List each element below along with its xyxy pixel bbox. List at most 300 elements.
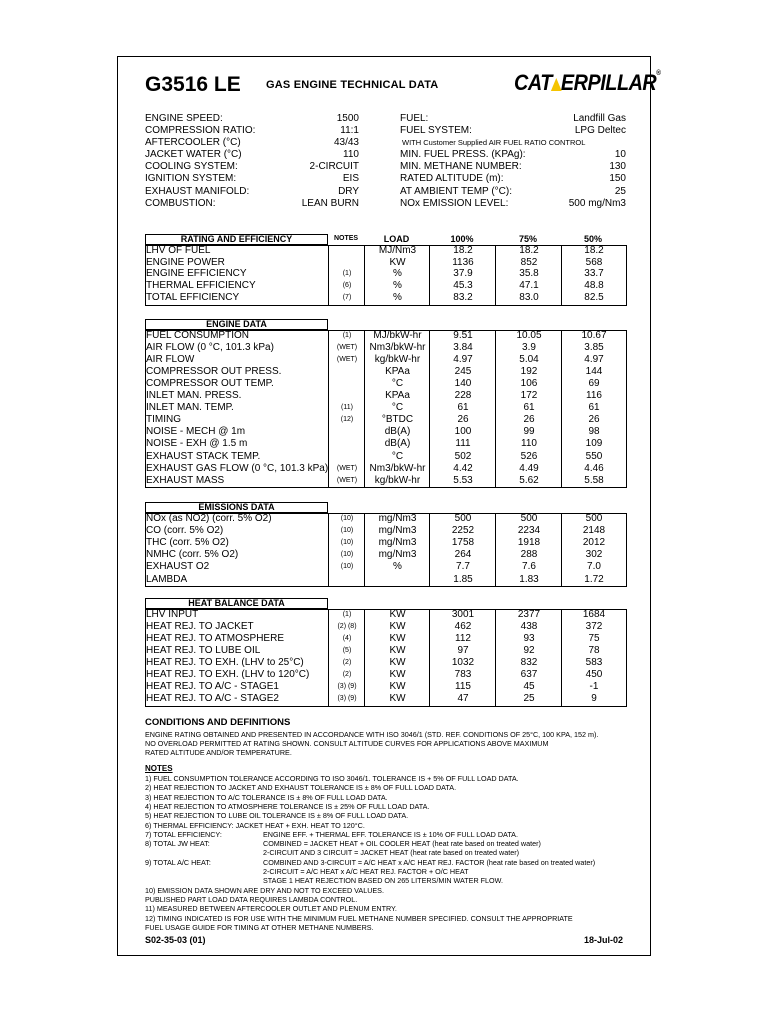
row-note: (1) [342, 611, 352, 618]
row-value: 245 [454, 366, 472, 378]
row-note: (10) [340, 563, 354, 571]
row-value: 61 [588, 402, 600, 414]
table-row [146, 669, 626, 681]
table-row [146, 390, 626, 402]
row-value: 112 [455, 633, 471, 645]
row-note: (7) [342, 293, 352, 301]
conditions-line: RATED ALTITUDE AND/OR TEMPERATURE. [145, 748, 292, 757]
row-value: 783 [454, 669, 472, 681]
row-value: 10.67 [581, 330, 607, 341]
row-value: 116 [586, 390, 602, 402]
row-note: (2) [342, 671, 352, 679]
row-label: TOTAL EFFICIENCY [146, 291, 240, 303]
row-value: 69 [588, 378, 600, 390]
spec-row [145, 149, 359, 161]
spec-row [400, 125, 626, 137]
table-row [146, 693, 626, 705]
row-value: 288 [520, 549, 538, 561]
table-row [146, 633, 626, 645]
row-value: 500 [520, 513, 538, 524]
row-value: 450 [585, 669, 603, 681]
row-unit: kg/bkW-hr [374, 354, 421, 366]
table-row [146, 414, 626, 426]
spec-label: FUEL: [400, 113, 429, 124]
table-row [146, 549, 626, 561]
row-unit: KW [389, 645, 406, 657]
row-value: 1684 [582, 609, 606, 620]
row-unit: MJ/bkW-hr [373, 330, 422, 341]
row-unit: KW [389, 657, 406, 669]
spec-label: NOx EMISSION LEVEL: [400, 197, 509, 209]
spec-row [400, 198, 626, 210]
row-note: (1) [342, 332, 352, 339]
row-label: THERMAL EFFICIENCY [146, 280, 256, 292]
rating-table-body [145, 245, 627, 306]
spec-row [145, 173, 359, 185]
row-note: (5) [342, 647, 352, 655]
row-value: 111 [455, 438, 471, 450]
spec-label: COOLING SYSTEM: [145, 161, 238, 173]
note-line: 2) HEAT REJECTION TO JACKET AND EXHAUST TOLERANCE IS ± 8% OF FULL LOAD DATA. [145, 783, 457, 793]
row-value: 2252 [451, 525, 475, 537]
row-value: 140 [454, 378, 472, 390]
note-detail: ENGINE EFF. + THERMAL EFF. TOLERANCE IS ± 10% OF FULL LOAD DATA. [263, 829, 518, 839]
row-value: 5.04 [519, 354, 539, 366]
row-value: 568 [585, 256, 603, 268]
row-unit: dB(A) [384, 438, 411, 450]
note-detail: 2-CIRCUIT AND 3 CIRCUIT = JACKET HEAT (heat rate based on treated water) [263, 848, 519, 858]
row-value: 92 [523, 645, 535, 657]
row-unit: MJ/Nm3 [378, 245, 417, 256]
row-value: 4.97 [453, 354, 473, 366]
row-label: LHV OF FUEL [146, 245, 211, 256]
row-value: 4.46 [584, 462, 604, 474]
load-50-header: 50% [583, 234, 602, 244]
spec-label: FUEL SYSTEM: [400, 125, 472, 137]
spec-value: LEAN BURN [301, 197, 359, 209]
row-value: 2148 [582, 525, 606, 537]
note-detail: 2-CIRCUIT = A/C HEAT x A/C HEAT REJ. FACTOR + O/C HEAT [263, 867, 469, 876]
table-row [146, 657, 626, 669]
row-label: NOISE - EXH @ 1.5 m [146, 438, 248, 450]
spec-value: 130 [609, 161, 626, 173]
row-label: COMPRESSOR OUT TEMP. [146, 378, 274, 390]
row-label: NOx (as NO2) (corr. 5% O2) [146, 513, 272, 524]
row-value: 1.72 [584, 573, 604, 585]
table-row [146, 609, 626, 621]
note-line: 6) THERMAL EFFICIENCY: JACKET HEAT + EXH. HEAT TO 120°C. [145, 820, 365, 830]
note-line: 11) MEASURED BETWEEN AFTERCOOLER OUTLET AND PLENUM ENTRY. [145, 904, 397, 914]
heat-table-body [145, 609, 627, 707]
row-label: COMPRESSOR OUT PRESS. [146, 366, 282, 378]
row-label: EXHAUST O2 [146, 561, 210, 573]
row-value: 26 [588, 414, 600, 426]
row-label: LHV INPUT [146, 609, 199, 620]
engine-section-header: ENGINE DATA [145, 319, 328, 330]
row-note: (WET) [336, 464, 358, 472]
note-line: 5) HEAT REJECTION TO LUBE OIL TOLERANCE IS ± 8% OF FULL LOAD DATA. [145, 811, 409, 821]
note-line: 12) TIMING INDICATED IS FOR USE WITH THE MINIMUM FUEL METHANE NUMBER SPECIFIED. CONSULT THE APPROPRIATE [145, 913, 573, 923]
row-value: 25 [523, 693, 535, 705]
row-value: 75 [588, 633, 600, 645]
conditions-line: NO OVERLOAD PERMITTED AT RATING SHOWN. CONSULT ALTITUDE CURVES FOR APPLICATIONS ABOVE MAXIMUM [145, 739, 549, 748]
table-row [146, 574, 626, 586]
note-detail: COMBINED = JACKET HEAT + OIL COOLER HEAT (heat rate based on treated water) [263, 839, 541, 849]
spec-label: IGNITION SYSTEM: [145, 173, 237, 185]
spec-label: RATED ALTITUDE (m): [400, 173, 504, 185]
row-value: 93 [523, 633, 535, 645]
row-value: 372 [585, 621, 603, 633]
spec-row [400, 173, 626, 185]
row-value: 82.5 [584, 291, 604, 303]
row-label: EXHAUST STACK TEMP. [146, 450, 261, 462]
row-label: LAMBDA [146, 573, 188, 585]
table-row [146, 513, 626, 525]
row-note: (4) [342, 635, 352, 643]
note-line: 8) TOTAL JW HEAT: [145, 839, 210, 849]
row-value: 115 [455, 681, 471, 693]
spec-row [400, 113, 626, 125]
table-row [146, 378, 626, 390]
row-unit: Nm3/bkW-hr [369, 462, 426, 474]
spec-row [145, 186, 359, 198]
row-value: 462 [454, 621, 472, 633]
row-label: NMHC (corr. 5% O2) [146, 549, 239, 561]
row-label: INLET MAN. TEMP. [146, 402, 234, 414]
caterpillar-logo: CAT ERPILLAR® [514, 70, 661, 95]
row-value: 1032 [451, 657, 475, 669]
row-value: 438 [520, 621, 538, 633]
spec-value: 43/43 [333, 137, 359, 149]
spec-label: AT AMBIENT TEMP (°C): [400, 185, 512, 197]
row-unit: % [393, 561, 402, 573]
spec-list-left [145, 113, 359, 210]
row-value: 18.2 [584, 245, 604, 256]
row-note: (3) (9) [337, 683, 357, 691]
spec-label: MIN. FUEL PRESS. (KPAg): [400, 149, 526, 161]
row-value: 26 [457, 414, 469, 426]
note-detail: STAGE 1 HEAT REJECTION BASED ON 265 LITERS/MIN WATER FLOW. [263, 876, 504, 886]
row-value: 47 [457, 693, 469, 705]
row-label: HEAT REJ. TO JACKET [146, 621, 254, 633]
row-label: HEAT REJ. TO A/C - STAGE1 [146, 681, 279, 693]
spec-value: 10 [614, 149, 626, 161]
conditions-title: CONDITIONS AND DEFINITIONS [145, 717, 291, 728]
row-value: 3001 [451, 609, 475, 620]
logo-triangle-icon [551, 78, 562, 91]
row-value: 18.2 [453, 245, 473, 256]
note-line: PUBLISHED PART LOAD DATA REQUIRES LAMBDA CONTROL. [145, 894, 358, 904]
row-value: 5.53 [453, 474, 473, 486]
spec-row [400, 137, 626, 149]
row-value: 302 [585, 549, 603, 561]
row-unit: KPAa [385, 390, 410, 402]
row-value: 5.62 [519, 474, 539, 486]
spec-value: 25 [614, 185, 626, 197]
row-unit: dB(A) [384, 426, 411, 438]
row-unit: Nm3/bkW-hr [369, 342, 426, 354]
spec-label: JACKET WATER (°C) [145, 149, 242, 161]
row-value: 4.97 [584, 354, 604, 366]
table-row [146, 645, 626, 657]
row-value: 500 [454, 513, 472, 524]
row-label: CO (corr. 5% O2) [146, 525, 224, 537]
row-value: 500 [585, 513, 603, 524]
table-row [146, 681, 626, 693]
row-label: HEAT REJ. TO EXH. (LHV to 25°C) [146, 657, 304, 669]
row-value: 172 [520, 390, 538, 402]
note-line: 1) FUEL CONSUMPTION TOLERANCE ACCORDING TO ISO 3046/1. TOLERANCE IS + 5% OF FULL LOAD DATA. [145, 774, 519, 783]
row-value: 7.6 [522, 561, 536, 573]
row-value: 637 [520, 669, 538, 681]
row-unit: °BTDC [381, 414, 414, 426]
row-value: 4.49 [519, 462, 539, 474]
row-value: 100 [454, 426, 472, 438]
row-note: (3) (9) [337, 695, 357, 703]
row-value: 97 [457, 645, 469, 657]
row-unit: KW [389, 681, 406, 693]
row-value: 5.58 [584, 474, 604, 486]
spec-row [145, 198, 359, 210]
row-value: 228 [454, 390, 472, 402]
engine-table-body [145, 330, 627, 488]
table-row [146, 342, 626, 354]
row-value: 26 [523, 414, 535, 426]
note-line: 9) TOTAL A/C HEAT: [145, 857, 211, 867]
note-detail: COMBINED AND 3-CIRCUIT = A/C HEAT x A/C HEAT REJ. FACTOR (heat rate based on treated water) [263, 857, 596, 867]
spec-label: EXHAUST MANIFOLD: [145, 185, 250, 197]
row-value: 2377 [517, 609, 541, 620]
row-value: 852 [520, 256, 538, 268]
row-note: (2) (8) [337, 623, 357, 631]
row-value: 9 [591, 693, 597, 705]
heat-section-header: HEAT BALANCE DATA [145, 598, 328, 609]
load-column-header: LOAD [383, 234, 410, 244]
row-unit: % [393, 291, 402, 303]
table-row [146, 366, 626, 378]
row-value: 83.0 [519, 291, 539, 303]
row-value: 45 [523, 681, 535, 693]
datasheet-page [117, 56, 661, 956]
row-label: INLET MAN. PRESS. [146, 390, 242, 402]
row-unit: % [393, 268, 402, 280]
spec-row [145, 161, 359, 173]
conditions-line: ENGINE RATING OBTAINED AND PRESENTED IN ACCORDANCE WITH ISO 3046/1 (STD. REF. CONDITIONS OF 25°C, 100 KPA, 152 m). [145, 730, 599, 739]
row-value: 10.05 [516, 330, 542, 341]
row-unit: °C [391, 402, 404, 414]
row-unit: % [393, 280, 402, 292]
row-note: (10) [340, 551, 354, 559]
row-unit: mg/Nm3 [378, 549, 417, 561]
row-label: ENGINE POWER [146, 256, 225, 268]
row-unit: KW [389, 693, 406, 705]
row-label: HEAT REJ. TO ATMOSPHERE [146, 633, 284, 645]
emissions-section-header: EMISSIONS DATA [145, 502, 328, 513]
spec-list-right [400, 113, 626, 210]
table-row [146, 537, 626, 549]
row-value: 3.9 [522, 342, 536, 354]
row-unit: KW [389, 633, 406, 645]
spec-value: 11:1 [340, 125, 359, 137]
row-note: (11) [341, 404, 353, 412]
row-unit: mg/Nm3 [378, 537, 417, 549]
spec-value: EIS [342, 173, 359, 185]
spec-row [400, 186, 626, 198]
row-unit: °C [391, 450, 404, 462]
row-value: 48.8 [584, 280, 604, 292]
note-line: 4) HEAT REJECTION TO ATMOSPHERE TOLERANCE IS ± 25% OF FULL LOAD DATA. [145, 801, 430, 811]
table-row [146, 268, 626, 280]
row-note: (WET) [336, 344, 358, 352]
row-value: 110 [521, 438, 537, 450]
spec-value: 500 mg/Nm3 [568, 197, 626, 209]
notes-title: NOTES [145, 764, 173, 773]
spec-label: WITH Customer Supplied AIR FUEL RATIO CONTROL [402, 138, 586, 148]
row-note: (1) [342, 270, 352, 278]
row-value: 526 [520, 450, 538, 462]
row-value: 109 [585, 438, 603, 450]
row-value: 98 [588, 426, 600, 438]
row-value: 2234 [517, 525, 541, 537]
row-label: FUEL CONSUMPTION [146, 330, 249, 341]
row-value: -1 [589, 681, 599, 693]
row-label: HEAT REJ. TO A/C - STAGE2 [146, 693, 279, 705]
notes-column-header: NOTES [333, 235, 359, 242]
row-value: 144 [585, 366, 603, 378]
row-unit: KW [389, 621, 406, 633]
row-value: 7.7 [456, 561, 470, 573]
row-value: 106 [520, 378, 538, 390]
row-value: 35.8 [519, 268, 539, 280]
spec-value: 150 [609, 173, 626, 185]
spec-label: MIN. METHANE NUMBER: [400, 161, 522, 173]
spec-value: 1500 [336, 113, 359, 124]
table-row [146, 438, 626, 450]
note-line: 7) TOTAL EFFICIENCY: [145, 829, 222, 839]
row-unit: KW [389, 669, 406, 681]
row-value: 33.7 [584, 268, 604, 280]
spec-label: COMBUSTION: [145, 197, 216, 209]
spec-row [400, 161, 626, 173]
table-row [146, 621, 626, 633]
row-value: 37.9 [453, 268, 473, 280]
spec-label: AFTERCOOLER (°C) [145, 137, 241, 149]
row-note: (WET) [336, 476, 358, 484]
rating-section-header: RATING AND EFFICIENCY [145, 234, 328, 245]
row-value: 832 [520, 657, 538, 669]
note-line: FUEL USAGE GUIDE FOR TIMING AT OTHER METHANE NUMBERS. [145, 922, 374, 932]
note-line: 3) HEAT REJECTION TO A/C TOLERANCE IS ± 8% OF FULL LOAD DATA. [145, 792, 388, 802]
spec-value: DRY [338, 185, 359, 197]
table-row [146, 561, 626, 573]
row-value: 45.3 [453, 280, 473, 292]
table-row [146, 525, 626, 537]
row-value: 9.51 [453, 330, 473, 341]
row-value: 1758 [451, 537, 475, 549]
spec-row [145, 137, 359, 149]
table-row [146, 426, 626, 438]
table-row [146, 292, 626, 304]
row-note: (10) [340, 527, 354, 535]
emissions-table-body [145, 513, 627, 587]
row-unit: KPAa [385, 366, 410, 378]
document-date: 18-Jul-02 [583, 935, 623, 945]
load-75-header: 75% [518, 234, 537, 244]
row-label: ENGINE EFFICIENCY [146, 268, 247, 280]
table-row [146, 451, 626, 463]
spec-label: COMPRESSION RATIO: [145, 125, 256, 137]
document-title: GAS ENGINE TECHNICAL DATA [266, 79, 439, 91]
table-row [146, 330, 626, 342]
row-value: 83.2 [453, 291, 473, 303]
table-row [146, 280, 626, 292]
table-row [146, 463, 626, 475]
table-row [146, 475, 626, 487]
row-value: 99 [523, 426, 535, 438]
row-label: HEAT REJ. TO EXH. (LHV to 120°C) [146, 669, 310, 681]
row-label: EXHAUST MASS [146, 474, 225, 486]
row-label: EXHAUST GAS FLOW (0 °C, 101.3 kPa) [146, 462, 329, 474]
row-value: 47.1 [519, 280, 539, 292]
row-label: TIMING [146, 414, 181, 426]
table-row [146, 257, 626, 269]
row-note: (2) [342, 659, 352, 667]
row-value: 3.85 [584, 342, 604, 354]
table-row [146, 354, 626, 366]
row-value: 3.84 [453, 342, 473, 354]
row-note: (6) [342, 282, 352, 290]
table-row [146, 245, 626, 257]
row-note: (10) [340, 515, 354, 522]
row-label: NOISE - MECH @ 1m [146, 426, 246, 438]
row-label: THC (corr. 5% O2) [146, 537, 229, 549]
row-unit: mg/Nm3 [378, 513, 417, 524]
row-unit: KW [389, 609, 406, 620]
note-line: 10) EMISSION DATA SHOWN ARE DRY AND NOT TO EXCEED VALUES. [145, 885, 384, 895]
row-unit: KW [389, 256, 406, 268]
load-100-header: 100% [450, 234, 474, 244]
row-note: (10) [340, 539, 354, 547]
spec-label: ENGINE SPEED: [145, 113, 223, 124]
spec-row [145, 113, 359, 125]
row-label: AIR FLOW (0 °C, 101.3 kPa) [146, 342, 274, 354]
row-value: 61 [523, 402, 535, 414]
row-value: 583 [585, 657, 603, 669]
row-unit: °C [391, 378, 404, 390]
row-value: 192 [520, 366, 538, 378]
spec-value: 110 [343, 149, 359, 161]
spec-value: Landfill Gas [573, 113, 626, 124]
row-value: 502 [454, 450, 472, 462]
spec-value: LPG Deltec [574, 125, 626, 137]
row-value: 4.42 [453, 462, 473, 474]
row-label: AIR FLOW [146, 354, 195, 366]
engine-model-title: G3516 LE [145, 73, 241, 96]
row-value: 7.0 [587, 561, 601, 573]
row-value: 61 [457, 402, 469, 414]
spec-row [400, 149, 626, 161]
row-unit: mg/Nm3 [378, 525, 417, 537]
row-value: 1.85 [453, 573, 473, 585]
spec-row [145, 125, 359, 137]
row-value: 1.83 [519, 573, 539, 585]
row-unit: kg/bkW-hr [374, 474, 421, 486]
row-value: 550 [585, 450, 603, 462]
row-value: 2012 [582, 537, 606, 549]
row-note: (12) [340, 416, 354, 424]
row-value: 18.2 [519, 245, 539, 256]
table-row [146, 402, 626, 414]
